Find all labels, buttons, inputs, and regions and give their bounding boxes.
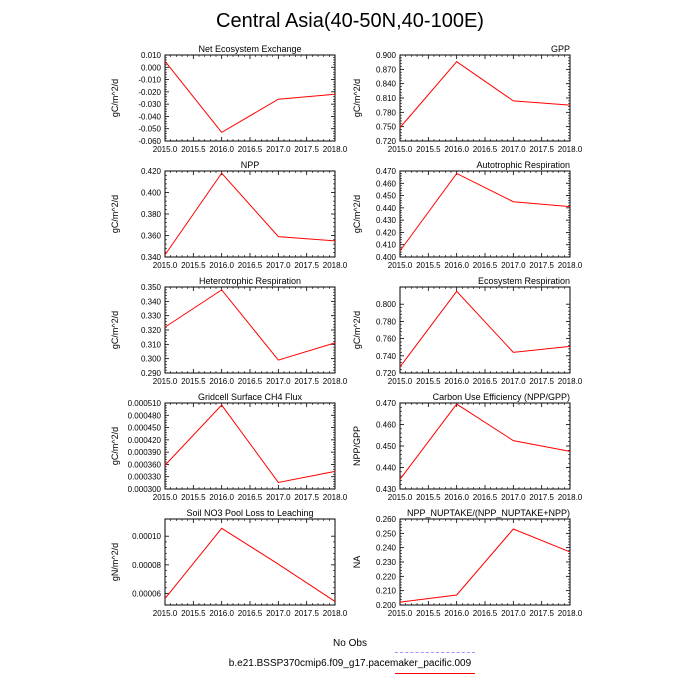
y-tick-label: 0.870 xyxy=(375,65,396,75)
x-tick-label: 2017.5 xyxy=(529,609,554,618)
y-tick-label: 0.430 xyxy=(375,216,396,226)
x-tick-label: 2016.0 xyxy=(444,377,469,386)
x-tick-label: 2017.5 xyxy=(294,493,319,502)
x-tick-label: 2017.0 xyxy=(266,609,291,618)
x-tick-label: 2015.0 xyxy=(387,377,413,386)
plot-frame xyxy=(165,287,335,373)
y-axis-label: gC/m^2/d xyxy=(110,310,120,350)
y-tick-label: -0.020 xyxy=(138,87,161,97)
plot-frame xyxy=(165,55,335,141)
chart-title: Heterotrophic Respiration xyxy=(198,276,302,286)
y-tick-label: 0.420 xyxy=(375,228,396,238)
x-tick-label: 2016.5 xyxy=(237,145,263,154)
x-tick-label: 2018.0 xyxy=(557,145,583,154)
y-axis-label: NPP/GPP xyxy=(352,425,362,467)
y-tick-label: 0.200 xyxy=(375,601,396,610)
x-tick-label: 2017.0 xyxy=(266,493,291,502)
x-tick-label: 2018.0 xyxy=(557,377,583,386)
chart-panel xyxy=(110,160,348,270)
x-tick-label: 2017.0 xyxy=(501,609,526,618)
x-tick-label: 2017.0 xyxy=(266,145,291,154)
y-tick-label: 0.450 xyxy=(375,442,396,451)
plot-frame xyxy=(400,171,570,257)
y-tick-label: 0.440 xyxy=(375,463,396,473)
x-tick-label: 2015.0 xyxy=(152,377,178,386)
y-tick-label: 0.340 xyxy=(140,297,161,307)
y-tick-label: 0.230 xyxy=(375,558,396,567)
series-line xyxy=(400,404,570,479)
x-tick-label: 2018.0 xyxy=(322,609,348,618)
y-tick-label: 0.000360 xyxy=(127,460,161,470)
y-tick-label: 0.720 xyxy=(375,137,396,146)
chart-title: NPP_NUPTAKE/(NPP_NUPTAKE+NPP) xyxy=(407,508,570,518)
x-tick-label: 2015.0 xyxy=(387,493,413,502)
x-tick-label: 2018.0 xyxy=(322,261,348,270)
x-tick-label: 2016.5 xyxy=(472,145,498,154)
x-tick-label: 2016.5 xyxy=(472,261,498,270)
y-tick-label: 0.470 xyxy=(375,399,396,408)
chart-panel xyxy=(352,160,583,270)
y-tick-label: -0.030 xyxy=(138,100,161,110)
x-tick-label: 2015.5 xyxy=(416,493,441,502)
x-tick-label: 2017.5 xyxy=(294,145,319,154)
x-tick-label: 2017.5 xyxy=(294,377,319,386)
x-tick-label: 2018.0 xyxy=(322,377,348,386)
y-tick-label: 0.250 xyxy=(375,529,396,539)
y-tick-label: -0.060 xyxy=(138,137,161,146)
y-tick-label: 0.400 xyxy=(375,253,396,262)
x-tick-label: 2015.5 xyxy=(416,261,441,270)
y-tick-label: 0.000330 xyxy=(127,472,161,482)
y-axis-label: gN/m^2/d xyxy=(110,542,120,582)
y-tick-label: 0.330 xyxy=(140,311,161,321)
chart-panel xyxy=(352,44,583,154)
x-tick-label: 2017.0 xyxy=(501,145,526,154)
chart-panel xyxy=(352,276,583,386)
x-tick-label: 2016.0 xyxy=(444,609,469,618)
x-tick-label: 2017.5 xyxy=(529,377,554,386)
y-tick-label: 0.460 xyxy=(375,179,396,189)
y-tick-label: -0.050 xyxy=(138,124,161,134)
x-tick-label: 2016.0 xyxy=(444,145,469,154)
x-tick-label: 2016.0 xyxy=(209,377,234,386)
y-tick-label: 0.010 xyxy=(140,51,161,60)
x-tick-label: 2017.0 xyxy=(501,377,526,386)
legend-model-label: b.e21.BSSP370cmip6.f09_g17.pacemaker_pacific.009 xyxy=(228,658,472,669)
y-tick-label: 0.430 xyxy=(375,485,396,494)
x-tick-label: 2017.5 xyxy=(294,261,319,270)
y-tick-label: 0.780 xyxy=(375,317,396,327)
series-line xyxy=(165,290,335,360)
y-tick-label: 0.310 xyxy=(140,340,161,350)
x-tick-label: 2015.0 xyxy=(387,261,413,270)
x-tick-label: 2016.0 xyxy=(209,145,234,154)
x-tick-label: 2017.5 xyxy=(529,145,554,154)
y-axis-label: gC/m^2/d xyxy=(352,310,362,350)
x-tick-label: 2015.5 xyxy=(416,145,441,154)
x-tick-label: 2016.5 xyxy=(237,609,263,618)
y-tick-label: 0.210 xyxy=(375,586,396,596)
y-axis-label: gC/m^2/d xyxy=(352,194,362,234)
x-tick-label: 2017.5 xyxy=(529,493,554,502)
chart-panel xyxy=(110,508,348,618)
y-tick-label: 0.340 xyxy=(140,253,161,262)
y-tick-label: 0.810 xyxy=(375,94,396,103)
y-tick-label: 0.260 xyxy=(375,515,396,524)
x-tick-label: 2015.0 xyxy=(387,145,413,154)
y-axis-label: gC/m^2/d xyxy=(110,78,120,118)
plot-frame xyxy=(165,519,335,605)
x-tick-label: 2017.0 xyxy=(266,261,291,270)
y-axis-label: gC/m^2/d xyxy=(110,426,120,466)
x-tick-label: 2016.0 xyxy=(209,609,234,618)
series-line xyxy=(165,528,335,601)
x-tick-label: 2015.0 xyxy=(152,145,178,154)
chart-title: Soil NO3 Pool Loss to Leaching xyxy=(186,508,314,518)
x-tick-label: 2018.0 xyxy=(557,261,583,270)
chart-title: Ecosystem Respiration xyxy=(477,276,570,286)
y-axis-label: gC/m^2/d xyxy=(352,78,362,118)
y-tick-label: 0.840 xyxy=(375,79,396,89)
x-tick-label: 2015.5 xyxy=(181,377,206,386)
y-tick-label: 0.750 xyxy=(375,122,396,132)
x-tick-label: 2018.0 xyxy=(322,145,348,154)
x-tick-label: 2016.0 xyxy=(444,261,469,270)
y-tick-label: 0.000420 xyxy=(127,435,161,445)
page-title: Central Asia(40-50N,40-100E) xyxy=(216,10,484,32)
chart-title: Carbon Use Efficiency (NPP/GPP) xyxy=(432,392,570,402)
x-tick-label: 2015.0 xyxy=(152,609,178,618)
x-tick-label: 2015.5 xyxy=(181,609,206,618)
y-tick-label: 0.00006 xyxy=(132,589,161,599)
legend-obs-line xyxy=(395,652,475,653)
series-line xyxy=(400,529,570,602)
y-tick-label: 0.400 xyxy=(140,188,161,198)
x-tick-label: 2016.5 xyxy=(237,261,263,270)
chart-panel xyxy=(110,392,348,502)
x-tick-label: 2017.0 xyxy=(266,377,291,386)
y-tick-label: 0.360 xyxy=(140,231,161,241)
legend-obs-label: No Obs xyxy=(333,638,367,649)
y-tick-label: 0.00008 xyxy=(132,560,161,570)
x-tick-label: 2015.5 xyxy=(181,145,206,154)
y-tick-label: 0.470 xyxy=(375,167,396,176)
series-line xyxy=(165,173,335,255)
x-tick-label: 2016.5 xyxy=(237,377,263,386)
y-tick-label: 0.410 xyxy=(375,240,396,250)
y-tick-label: 0.460 xyxy=(375,420,396,430)
y-tick-label: 0.420 xyxy=(140,167,161,176)
y-tick-label: 0.800 xyxy=(375,300,396,310)
y-tick-label: 0.320 xyxy=(140,326,161,335)
x-tick-label: 2017.5 xyxy=(294,609,319,618)
chart-panel xyxy=(110,44,348,154)
plot-frame xyxy=(400,287,570,373)
y-tick-label: 0.900 xyxy=(375,51,396,60)
series-line xyxy=(400,62,570,128)
x-tick-label: 2016.5 xyxy=(237,493,263,502)
x-tick-label: 2016.5 xyxy=(472,493,498,502)
y-tick-label: 0.350 xyxy=(140,283,161,292)
y-tick-label: -0.040 xyxy=(138,112,161,122)
series-line xyxy=(400,173,570,250)
y-tick-label: 0.720 xyxy=(375,369,396,378)
series-line xyxy=(165,61,335,132)
y-axis-label: gC/m^2/d xyxy=(110,194,120,234)
x-tick-label: 2018.0 xyxy=(557,493,583,502)
plot-frame xyxy=(165,171,335,257)
chart-title: NPP xyxy=(240,160,260,170)
x-tick-label: 2016.0 xyxy=(209,493,234,502)
y-tick-label: 0.780 xyxy=(375,108,396,118)
x-tick-label: 2015.5 xyxy=(416,377,441,386)
x-tick-label: 2015.0 xyxy=(152,261,178,270)
x-tick-label: 2016.5 xyxy=(472,377,498,386)
chart-panel xyxy=(352,392,583,502)
chart-panel xyxy=(110,276,348,386)
y-tick-label: 0.380 xyxy=(140,210,161,219)
series-line xyxy=(400,291,570,367)
y-tick-label: 0.440 xyxy=(375,203,396,213)
y-tick-label: 0.00010 xyxy=(132,532,161,542)
y-tick-label: 0.000450 xyxy=(127,423,161,433)
x-tick-label: 2015.0 xyxy=(152,493,178,502)
x-tick-label: 2018.0 xyxy=(557,609,583,618)
chart-title: GPP xyxy=(550,44,570,54)
y-tick-label: 0.000390 xyxy=(127,448,161,458)
x-tick-label: 2018.0 xyxy=(322,493,348,502)
y-tick-label: 0.300 xyxy=(140,354,161,364)
x-tick-label: 2016.5 xyxy=(472,609,498,618)
x-tick-label: 2015.5 xyxy=(181,493,206,502)
x-tick-label: 2015.0 xyxy=(387,609,413,618)
y-tick-label: 0.760 xyxy=(375,334,396,344)
y-tick-label: 0.240 xyxy=(375,543,396,553)
y-tick-label: 0.220 xyxy=(375,572,396,582)
legend-model-line xyxy=(395,673,475,674)
y-tick-label: 0.000480 xyxy=(127,411,161,421)
y-tick-label: -0.010 xyxy=(138,75,161,85)
x-tick-label: 2015.5 xyxy=(181,261,206,270)
x-tick-label: 2017.0 xyxy=(501,493,526,502)
x-tick-label: 2017.0 xyxy=(501,261,526,270)
y-axis-label: NA xyxy=(352,555,362,569)
chart-title: Gridcell Surface CH4 Flux xyxy=(197,392,303,402)
y-tick-label: 0.740 xyxy=(375,351,396,361)
y-tick-label: 0.000 xyxy=(140,63,161,73)
y-tick-label: 0.290 xyxy=(140,369,161,378)
chart-title: Autotrophic Respiration xyxy=(476,160,570,170)
chart-panel xyxy=(352,508,583,618)
y-tick-label: 0.000510 xyxy=(127,399,161,408)
x-tick-label: 2016.0 xyxy=(209,261,234,270)
x-tick-label: 2016.0 xyxy=(444,493,469,502)
y-tick-label: 0.450 xyxy=(375,191,396,201)
x-tick-label: 2015.5 xyxy=(416,609,441,618)
x-tick-label: 2017.5 xyxy=(529,261,554,270)
chart-title: Net Ecosystem Exchange xyxy=(198,44,302,54)
y-tick-label: 0.000300 xyxy=(127,485,161,494)
series-line xyxy=(165,405,335,482)
